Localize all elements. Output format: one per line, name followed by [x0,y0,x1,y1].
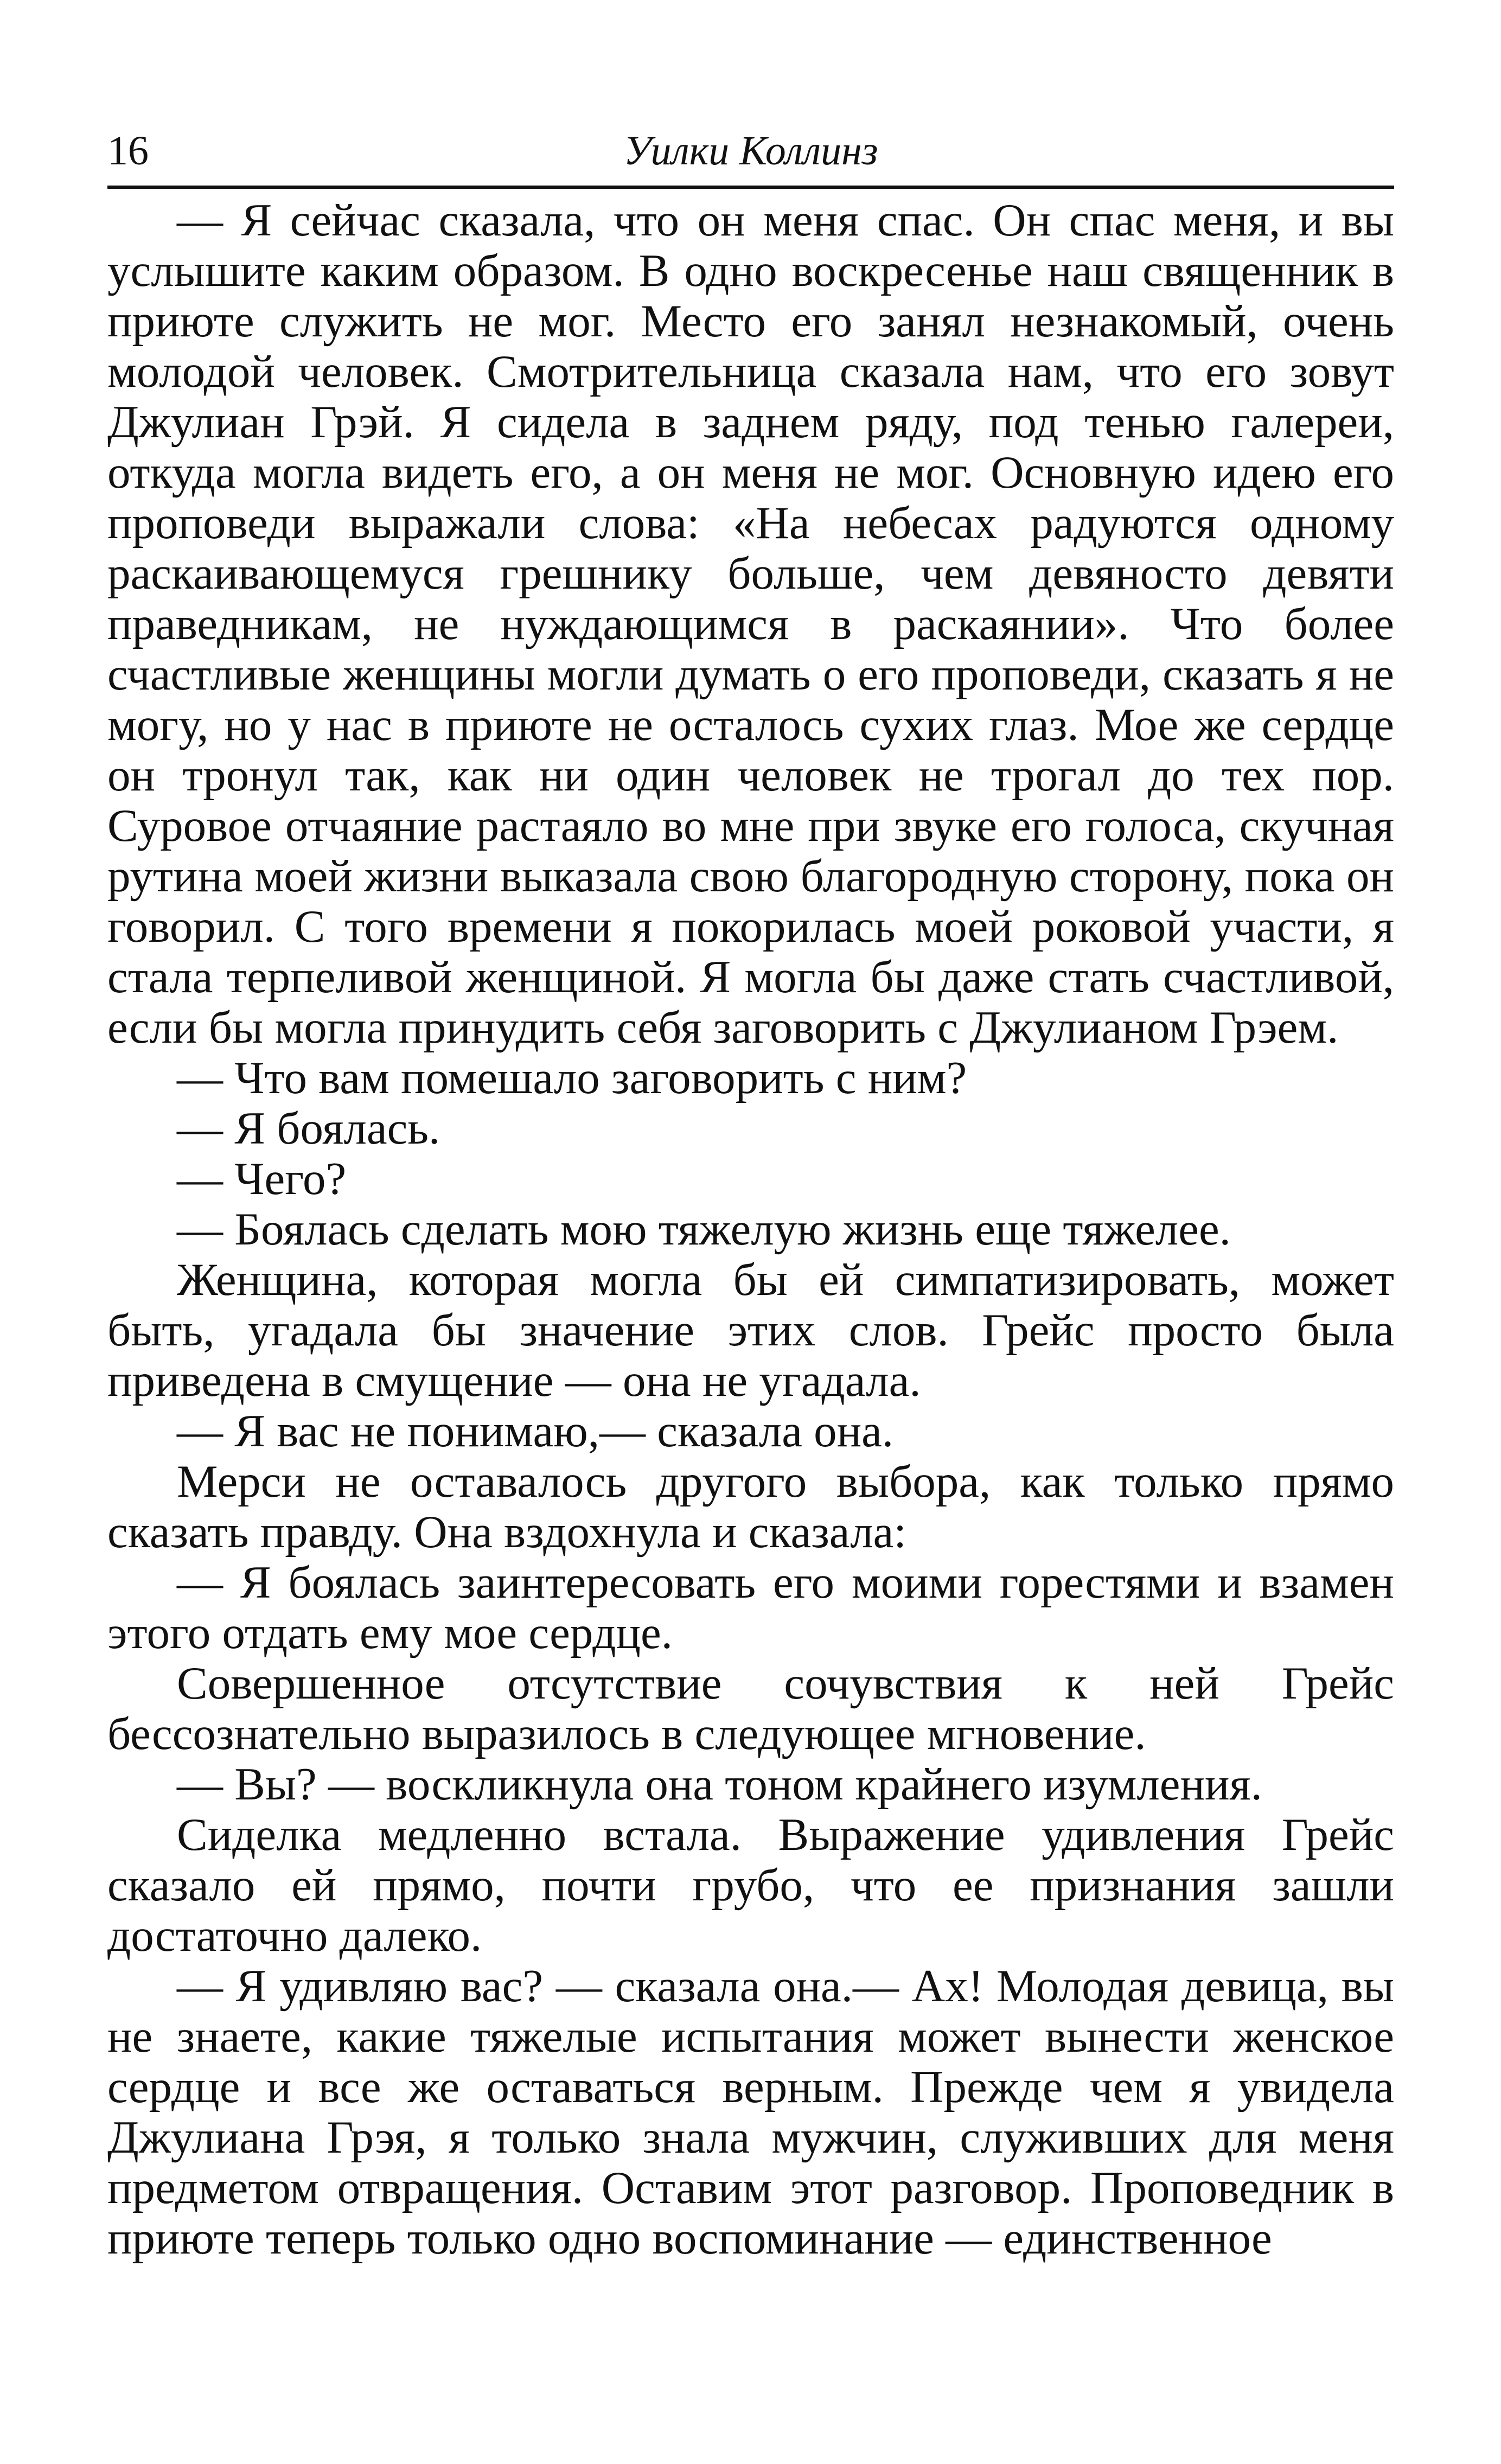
paragraph: — Я боялась заинтересовать его моими горестями и взамен этого отдать ему мое сердце. [107,1557,1394,1658]
page-header [107,120,1394,189]
paragraph: — Чего? [177,1153,347,1204]
paragraph: — Я сейчас сказала, что он меня спас. Он спас меня, и вы услышите каким образом. В одно воскресенье наш священник в приюте служить не мог. Место его занял незнакомый, очень молодой человек. Смотрительница сказала нам, что его зовут Джулиан Грэй. Я сидела в заднем ряду, под тенью галереи, откуда могла видеть его, а он меня не мог. Основную идею его проповеди выражали слова: «На небесах радуются одному раскаивающемуся грешнику больше, чем девяносто девяти праведникам, не нуждающимся в раскаянии». Что более счастливые женщины могли думать о его проповеди, сказать я не могу, но у нас в приюте не осталось сухих глаз. Мое же сердце он тронул так, как ни один человек не трогал до тех пор. Суровое отчаяние растаяло во мне при звуке его голоса, скучная рутина моей жизни выказала свою благородную сторону, пока он говорил. С того времени я покорилась моей роковой участи, я стала терпеливой женщиной. Я могла бы даже стать счастливой, если бы могла принудить себя заговорить с Джулианом Грэем. [107,195,1394,1053]
paragraph: — Что вам помешало заговорить с ним? [177,1052,967,1103]
paragraph: — Вы? — воскликнула она тоном крайнего изумления. [177,1759,1262,1810]
page-number: 16 [107,128,149,174]
paragraph: Женщина, которая могла бы ей симпатизировать, может быть, угадала бы значение этих слов. Грейс просто была приведена в смущение — она не угадала. [107,1254,1394,1406]
paragraph: — Боялась сделать мою тяжелую жизнь еще тяжелее. [177,1204,1231,1255]
paragraph: Сиделка медленно встала. Выражение удивления Грейс сказало ей прямо, почти грубо, что ее признания зашли достаточно далеко. [107,1809,1394,1961]
paragraph: Совершенное отсутствие сочувствия к ней Грейс бессознательно выразилось в следующее мгновение. [107,1658,1394,1759]
running-head: Уилки Коллинз [623,128,878,174]
paragraph: — Я боялась. [177,1103,440,1154]
paragraph: — Я удивляю вас? — сказала она.— Ах! Молодая девица, вы не знаете, какие тяжелые испытания может вынести женское сердце и все же оставаться верным. Прежде чем я увидела Джулиана Грэя, я только знала мужчин, служивших для меня предметом отвращения. Оставим этот разговор. Проповедник в приюте теперь только одно воспоминание — единственное [107,1961,1394,2264]
paragraph: — Я вас не понимаю,— сказала она. [177,1406,894,1457]
body-text [107,195,1394,2430]
paragraph: Мерси не оставалось другого выбора, как только прямо сказать правду. Она вздохнула и сказала: [107,1456,1394,1557]
